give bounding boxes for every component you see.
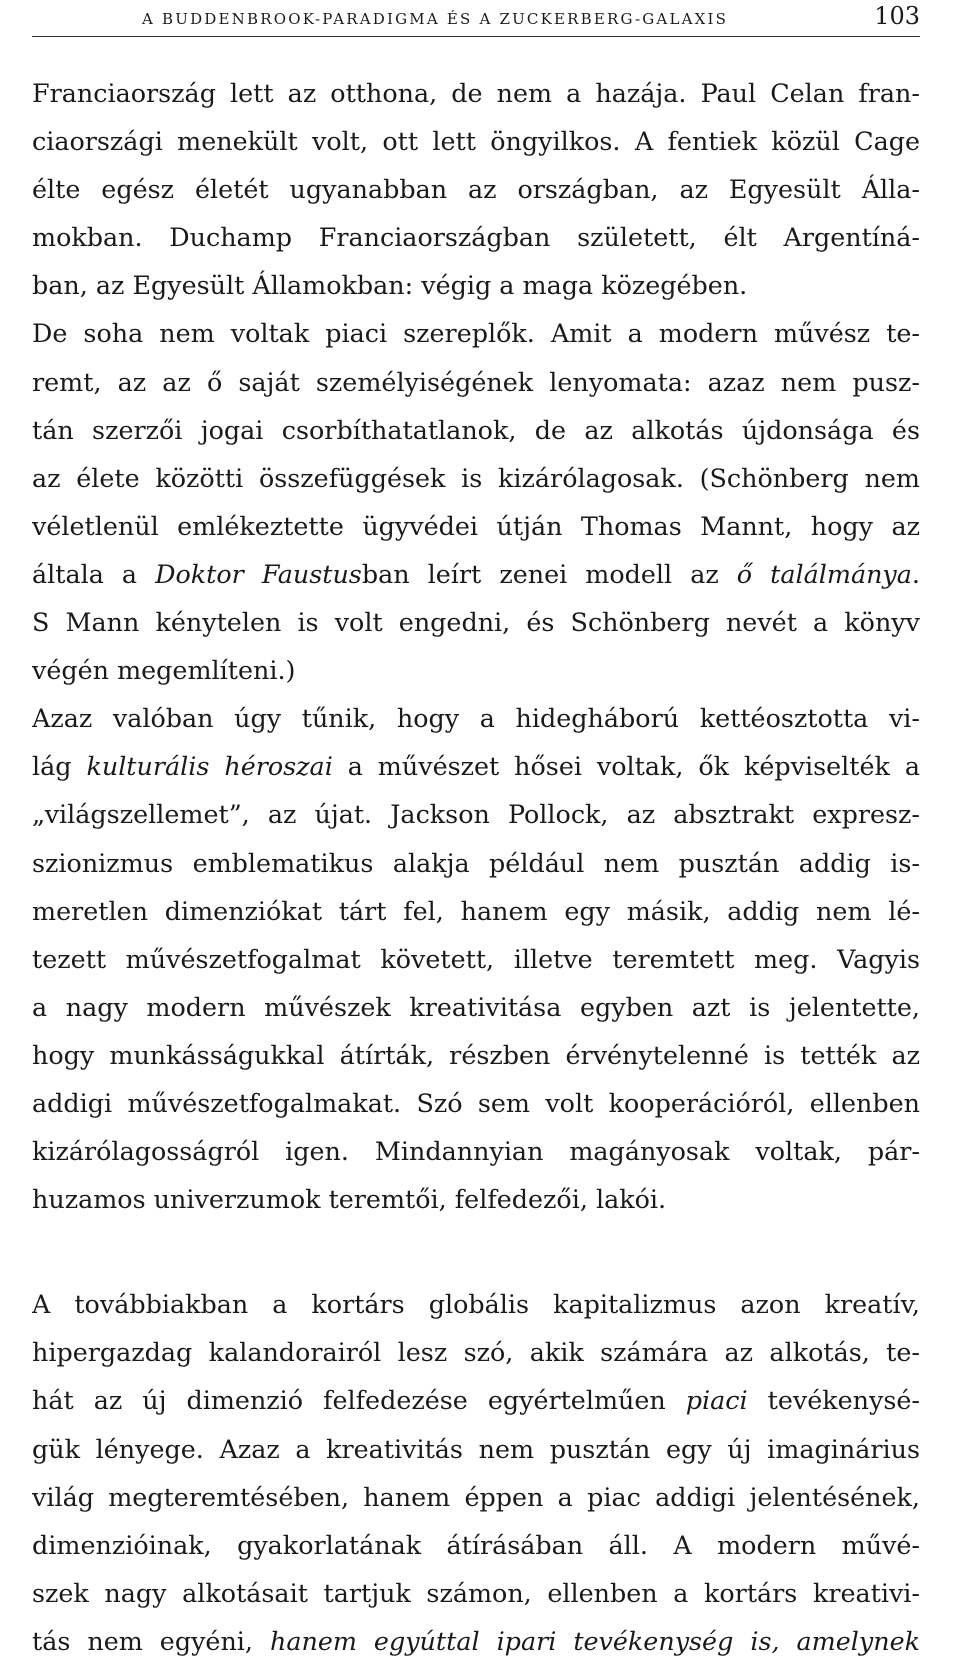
text-segment: általa a [32,558,156,589]
text-line [32,502,920,550]
running-title: A BUDDENBROOK-PARADIGMA ÉS A ZUCKERBERG-GALAXIS [142,10,729,28]
text-segment: Azaz valóban úgy tűnik, hogy a hidegháború kettéosztotta vi- [32,703,920,734]
text-line [32,1569,920,1617]
text-segment: S Mann kénytelen is volt engedni, és Schönberg nevét a könyv [32,607,920,638]
text-line [32,839,920,887]
text-segment: végén megemlíteni.) [32,655,296,686]
text-line [32,1521,920,1569]
text-segment: hogy munkásságukkal átírták, részben érvénytelenné is tették az [32,1039,920,1070]
text-line [32,309,920,357]
text-line [32,261,920,309]
text-line [32,406,920,454]
italic-text: hanem egyúttal ipari tevékenység is, amelynek [270,1625,920,1656]
text-line [32,790,920,838]
text-segment: addigi művészetfogalmakat. Szó sem volt kooperációról, ellenben [32,1087,920,1118]
text-segment: „világszellemet”, az újat. Jackson Pollock, az absztrakt expresz- [32,799,920,830]
text-segment: Franciaország lett az otthona, de nem a hazája. Paul Celan fran- [32,78,920,108]
text-segment: tás nem egyéni, [32,1625,270,1656]
text-segment: tevékenysé- [747,1385,920,1416]
text-segment: az élete közötti összefüggések is kizárólagosak. (Schönberg nem [32,462,920,493]
text-line [32,983,920,1031]
text-segment: hát az új dimenzió felfedezése egyértelműen [32,1385,686,1416]
text-segment: élte egész életét ugyanabban az országban, az Egyesült Álla- [32,174,920,205]
text-line [32,1175,920,1223]
text-line [32,1617,920,1665]
italic-text: kulturális héroszai [86,751,333,782]
text-segment: De soha nem voltak piaci szereplők. Amit a modern művész te- [32,318,920,349]
text-segment: dimenzióinak, gyakorlatának átírásában áll. A modern művé- [32,1529,920,1560]
text-line [32,935,920,983]
text-line [32,69,920,117]
text-line [32,1079,920,1127]
text-line [32,1127,920,1175]
text-segment: huzamos univerzumok teremtői, felfedezői, lakói. [32,1184,667,1215]
text-segment: gük lényege. Azaz a kreativitás nem pusztán egy új imaginárius [32,1433,920,1464]
text-segment: mokban. Duchamp Franciaországban született, élt Argentíná- [32,222,920,253]
text-line [32,117,920,165]
text-line [32,550,920,598]
text-line [32,213,920,261]
text-line [32,358,920,406]
text-segment: . [911,558,920,589]
text-line [32,742,920,790]
text-segment: meretlen dimenziókat tárt fel, hanem egy másik, addig nem lé- [32,895,920,926]
text-line [32,1031,920,1079]
text-segment: szionizmus emblematikus alakja például nem pusztán addig is- [32,847,920,878]
text-line [32,598,920,646]
italic-text: Doktor Faustus [155,558,362,589]
text-segment: hipergazdag kalandorairól lesz szó, akik számára az alkotás, te- [32,1337,920,1368]
text-segment: lág [32,751,87,782]
text-line [32,1328,920,1376]
text-segment: tán szerzői jogai csorbíthatatlanok, de az alkotás újdonsága és [32,414,920,445]
text-segment: a nagy modern művészek kreativitása egyben azt is jelentette, [32,991,920,1022]
text-line [32,887,920,935]
text-segment: a művészet hősei voltak, ők képviselték a [332,751,920,782]
text-line [32,646,920,694]
paragraph-gap [32,1223,920,1280]
text-segment: remt, az az ő saját személyiségének lenyomata: azaz nem pusz- [32,366,920,397]
text-segment: ban, az Egyesült Államokban: végig a maga közegében. [32,270,748,301]
page-text [32,69,920,1665]
italic-text: piaci [685,1385,748,1416]
paragraph [32,69,920,1223]
text-line [32,454,920,502]
text-segment: ban leírt zenei modell az [361,558,737,589]
text-segment: kizárólagosságról igen. Mindannyian magányosak voltak, pár- [32,1136,920,1167]
text-line [32,1376,920,1424]
text-line [32,1425,920,1473]
text-segment: szek nagy alkotásait tartjuk számon, ellenben a kortárs kreativi- [32,1577,920,1608]
paragraph [32,1280,920,1665]
text-segment: véletlenül emlékeztette ügyvédei útján Thomas Mannt, hogy az [32,510,920,541]
text-line [32,165,920,213]
text-segment: világ megteremtésében, hanem éppen a piac addigi jelentésének, [32,1481,920,1512]
text-segment: A továbbiakban a kortárs globális kapitalizmus azon kreatív, [32,1289,920,1320]
text-line [32,1280,920,1328]
running-head [32,0,920,37]
text-segment: ciaországi menekült volt, ott lett öngyilkos. A fentiek közül Cage [32,126,920,157]
text-line [32,694,920,742]
text-segment: tezett művészetfogalmat követett, illetve teremtett meg. Vagyis [32,943,920,974]
page-number: 103 [874,2,920,30]
text-line [32,1473,920,1521]
italic-text: ő találmánya [736,558,912,589]
